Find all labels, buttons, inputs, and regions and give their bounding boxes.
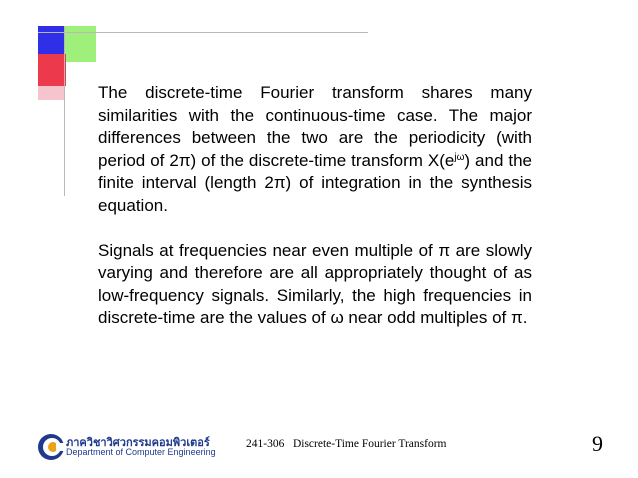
paragraph1-text-end: ) and the finite interval (length 2π) of integration in the synthesis equation. (98, 150, 533, 215)
superscript-j-omega: jω (454, 151, 465, 163)
page-number: 9 (592, 431, 603, 456)
decor-blue-square (38, 26, 64, 54)
department-name-thai: ภาควิชาวิศวกรรมคอมพิวเตอร์ (66, 437, 210, 449)
slide-body (98, 82, 532, 330)
decor-red-square (38, 54, 66, 86)
paragraph1-text-start: The discrete-time Fourier transform shares many similarities with the continuous-time case. The major differences between the two are the periodicity (with period of 2π) of the discrete-time transform X(e (98, 83, 532, 170)
course-footer (246, 438, 447, 450)
decor-pink-square (38, 86, 64, 100)
department-name-english: Department of Computer Engineering (66, 447, 216, 457)
paragraph-frequency-interpretation: Signals at frequencies near even multiple of π are slowly varying and therefore are all appropriately thought of as low-frequency signals. Similarly, the high frequencies in discrete-time are the values of ω near odd multiples of π. (98, 240, 532, 328)
decor-horizontal-line (38, 32, 368, 33)
department-logo-icon (36, 432, 66, 462)
decor-vertical-line (64, 26, 65, 196)
paragraph-dtft-comparison (98, 82, 532, 218)
course-title: 241-306 Discrete-Time Fourier Transform (246, 438, 447, 450)
